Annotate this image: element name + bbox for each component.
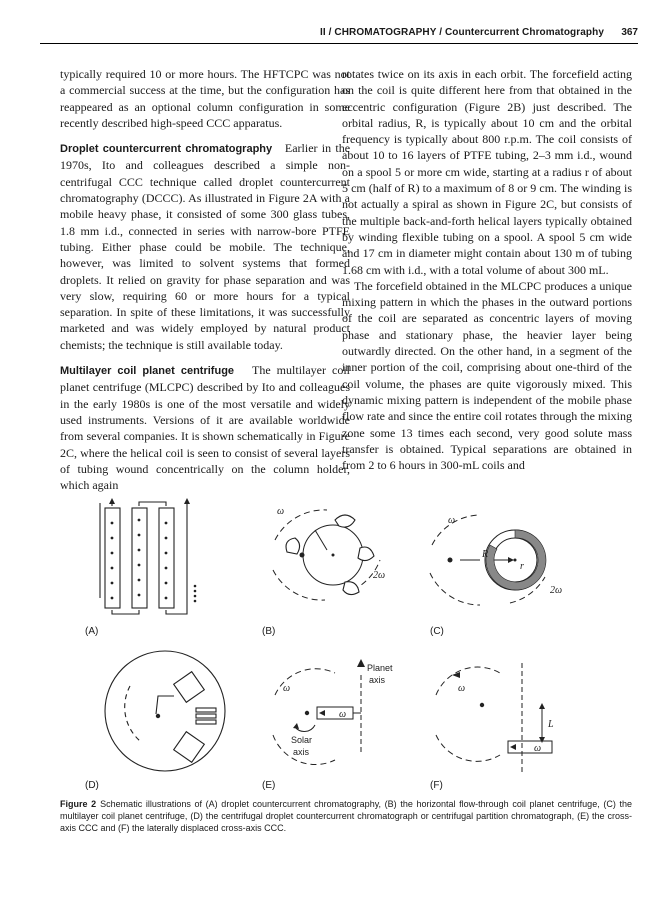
droplet-ccc-illustration [95,498,215,618]
multilayer-coil-illustration [420,505,580,615]
omega-e-left: ω [283,683,291,694]
displaced-cross-axis-illustration [420,655,570,780]
two-omega-b: 2ω [373,570,386,581]
left-paragraph-1: typically required 10 or more hours. The HFTCPC was not a commercial success at the time, but the configuration has reappeared as an optional column configuration in some recently described high-speed CCC apparatus. [60,67,350,130]
right-paragraph-2: The forcefield obtained in the MLCPC produces a unique mixing pattern in which the phases in the outward portions of the coil are separated as concentric layers of moving phase and stationary phase, the heavier layer being outwardly directed. On the other hand, in a segment of the inner portion of the coil, comprising about one-third of the coil volume, the phases are quite vigorously mixed. This dynamic mixing pattern is independent of the mobile phase flow rate and since the entire coil rotates through the mixing zone some 13 times each second, very good solute mass transfer is obtained. Typical separations are obtained in from 2 to 6 hours in 300-mL coils and [342,278,632,473]
panel-c-diagram [420,505,580,615]
panel-f-label: (F) [430,780,443,791]
solar-axis-line1: Solar [291,735,313,745]
panel-d-diagram [100,646,230,776]
two-omega-c: 2ω [550,585,563,596]
running-header [40,27,638,44]
figure-caption [60,799,632,834]
panel-a-label: (A) [85,626,99,637]
omega-c: ω [448,515,456,526]
running-head: II / CHROMATOGRAPHY / Countercurrent Chromatography [319,27,604,38]
caption-label: Figure 2 [60,799,97,809]
caption-text: Schematic illustrations of (A) droplet countercurrent chromatography, (B) the horizontal flow-through coil planet centrifuge, (C) the multilayer coil planet centrifuge, (D) the centrifugal droplet countercurrent chromatograph or centrifugal partition chromatograph, (E) the cross-axis CCC and (F) the laterally displaced cross-axis CCC. [60,799,633,833]
subheading-mlcpc: Multilayer coil planet centrifuge [60,365,235,378]
cross-axis-ccc-illustration [255,655,405,775]
left-paragraph-3 [60,362,350,493]
panel-b-label: (B) [262,626,276,637]
radius-r-label: r [520,561,524,572]
coil-planet-centrifuge-illustration [255,500,405,610]
omega-f-arm: ω [534,743,542,754]
panel-d-label: (D) [85,780,99,791]
panel-c-label: (C) [430,626,444,637]
panel-e-label: (E) [262,780,276,791]
solar-axis-line2: axis [293,747,310,757]
page-number: 367 [621,27,638,38]
centrifugal-partition-illustration [100,646,230,776]
panel-b-diagram [255,500,405,610]
length-L-label: L [548,719,554,730]
mlcpc-text: The multilayer coil planet centrifuge (MLCPC) described by Ito and colleagues in the early 1980s is one of the most versatile and widely used instruments. Versions of it are available worldwide from several companies. It is shown schematically in Figure 2C, where the helical coil is seen to consist of several layers of tubing wound concentrically on the column holder, which again [60,363,350,493]
planet-axis-line1: Planet [367,663,393,673]
panel-e-diagram [255,655,405,775]
right-column [342,66,632,473]
dccc-text: Earlier in the 1970s, Ito and colleagues described a simple non-centrifugal CCC technique called droplet countercurrent chromatography (DCCC). As illustrated in Figure 2A with a mobile heavy phase, it consisted of some 300 glass tubes, 1.8 mm i.d., connected in series with narrow-bore PTFE tubing. Either phase could be mobile. The technique, however, was limited to solvent systems that formed droplets. It relied on gravity for phase separation and was very slow, requiring 60 or more hours for a typical separation. In spite of these limitations, it was successfully marketed and was widely employed by natural product chemists; the technique is still available today. [60,141,351,352]
subheading-dccc: Droplet countercurrent chromatography [60,143,273,156]
panel-f-diagram [420,655,570,780]
left-column [60,66,350,493]
panel-a-diagram [95,498,215,618]
radius-R-label: R [482,549,489,560]
planet-axis-line2: axis [369,675,386,685]
omega-b: ω [277,506,285,517]
left-paragraph-2 [60,140,350,353]
omega-f-left: ω [458,683,466,694]
right-paragraph-1: rotates twice on its axis in each orbit. The forcefield acting on the coil is quite different here from that obtained in the eccentric configuration (Figure 2B) just described. The orbital radius, R, is typically about 10 cm and the orbital frequency is typically about 800 r.p.m. The coil consists of about 10 to 16 layers of PTFE tubing, 2–3 mm i.d., wound on a spool 5 or more cm wide, starting at a radius r of about 5 cm (half of R) to a maximum of 8 or 9 cm. The winding is not actually a spiral as shown in Figure 2C, but consists of the multiple back-and-forth helical layers typically obtained by winding flexible tubing on a spool. A spool 5 cm wide and 17 cm in diameter might contain about 130 m of tubing 1.68 cm with i.d., with a total volume of about 300 mL. [342,67,632,277]
omega-e-arm: ω [339,709,347,720]
